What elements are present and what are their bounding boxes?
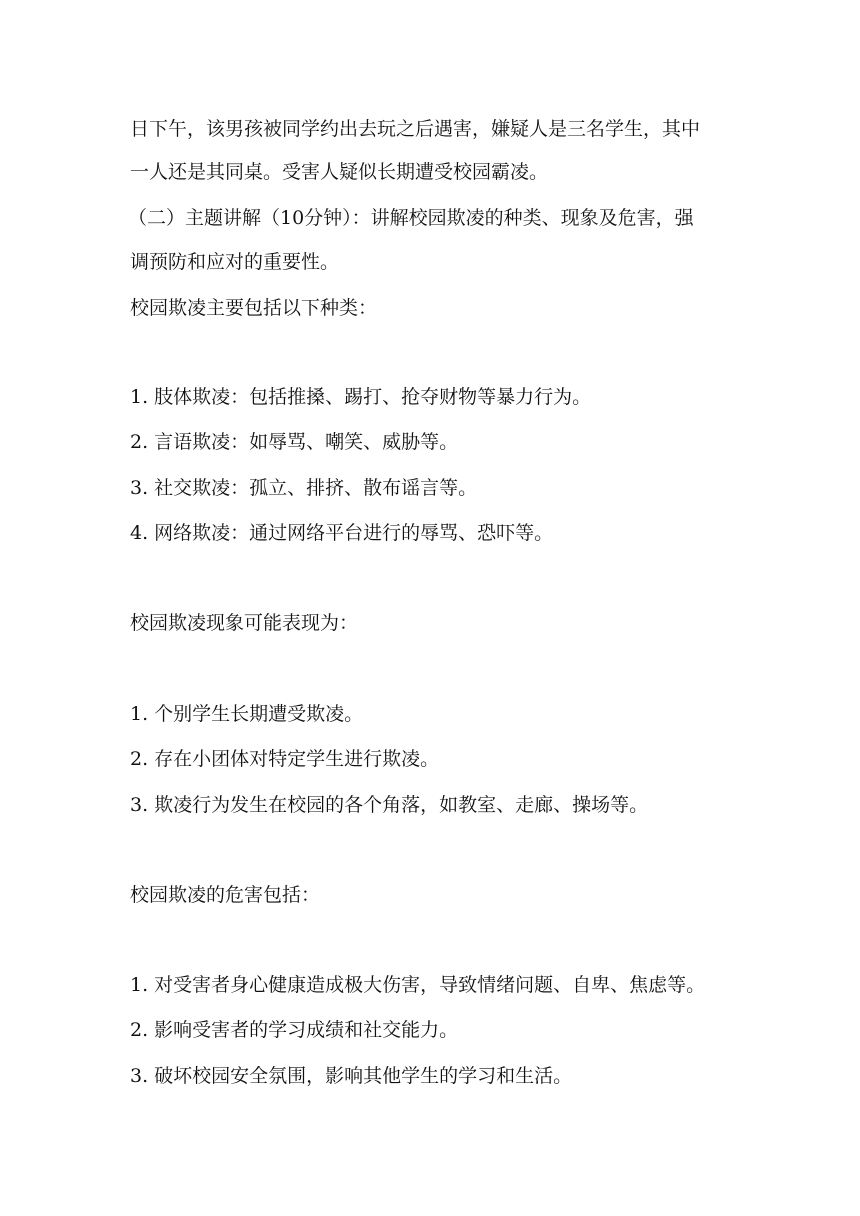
harms-item-3: 3. 破坏校园安全氛围，影响其他学生的学习和生活。: [130, 1065, 573, 1087]
phenomena-item-3: 3. 欺凌行为发生在校园的各个角落，如教室、走廊、操场等。: [130, 794, 649, 816]
intro-line-2: 一人还是其同桌。受害人疑似长期遭受校园霸凌。: [130, 161, 549, 183]
harms-item-1: 1. 对受害者身心健康造成极大伤害，导致情绪问题、自卑、焦虑等。: [130, 974, 706, 996]
phenomena-item-2: 2. 存在小团体对特定学生进行欺凌。: [130, 748, 440, 770]
types-item-1: 1. 肢体欺凌：包括推搡、踢打、抢夺财物等暴力行为。: [130, 386, 592, 408]
types-heading: 校园欺凌主要包括以下种类：: [130, 297, 378, 319]
section-heading-line-2: 调预防和应对的重要性。: [130, 251, 340, 273]
types-item-3: 3. 社交欺凌：孤立、排挤、散布谣言等。: [130, 477, 478, 499]
harms-item-2: 2. 影响受害者的学习成绩和社交能力。: [130, 1019, 459, 1041]
harms-heading: 校园欺凌的危害包括：: [130, 884, 321, 906]
types-item-4: 4. 网络欺凌：通过网络平台进行的辱骂、恐吓等。: [130, 522, 554, 544]
phenomena-heading: 校园欺凌现象可能表现为：: [130, 612, 359, 634]
intro-line-1: 日下午，该男孩被同学约出去玩之后遇害，嫌疑人是三名学生，其中: [130, 118, 701, 140]
section-heading-line-1: （二）主题讲解（10分钟）：讲解校园欺凌的种类、现象及危害，强: [128, 207, 694, 229]
phenomena-item-1: 1. 个别学生长期遭受欺凌。: [130, 703, 364, 725]
types-item-2: 2. 言语欺凌：如辱骂、嘲笑、威胁等。: [130, 431, 459, 453]
